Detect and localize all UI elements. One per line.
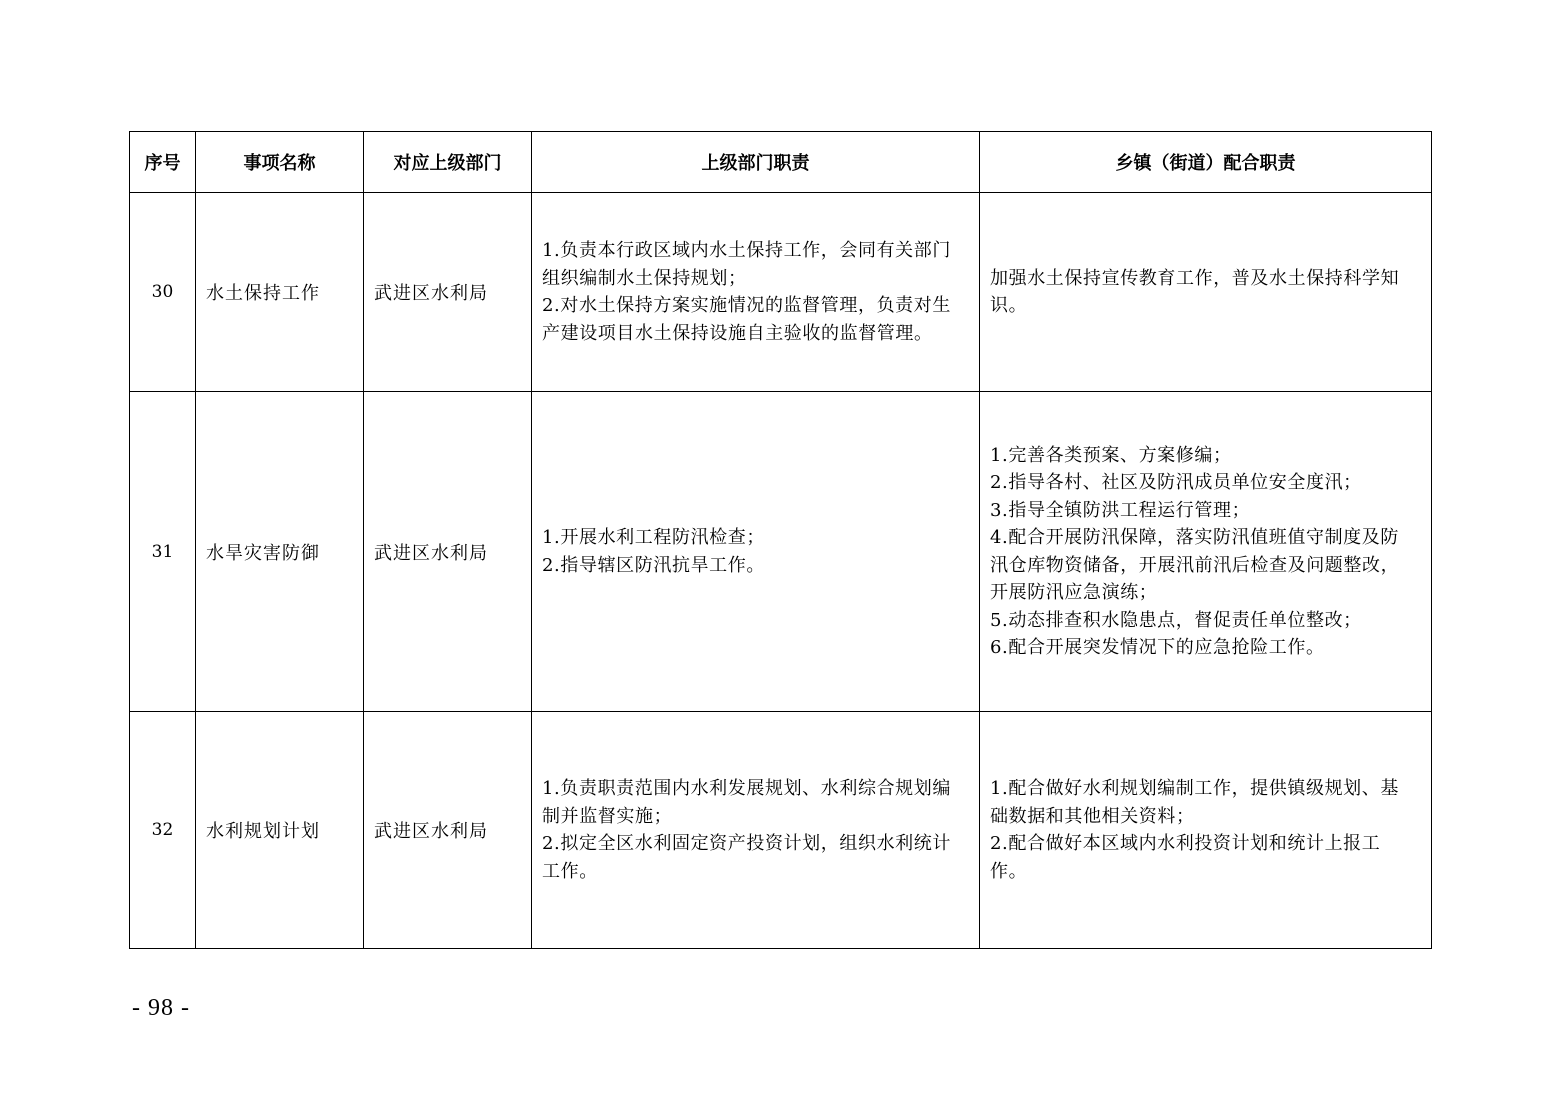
duty-line: 工作。 bbox=[542, 860, 598, 882]
table-row bbox=[130, 392, 1432, 712]
department-cell: 武进区水利局 bbox=[364, 193, 532, 392]
header-department-duties: 上级部门职责 bbox=[532, 132, 980, 193]
department-duties-cell bbox=[532, 193, 980, 392]
duty-line: 1.负责职责范围内水利发展规划、水利综合规划编 bbox=[542, 778, 951, 799]
item-name-cell: 水旱灾害防御 bbox=[196, 392, 364, 712]
serial-number-cell: 31 bbox=[130, 392, 196, 712]
serial-number-cell: 30 bbox=[130, 193, 196, 392]
duty-line: 6.配合开展突发情况下的应急抢险工作。 bbox=[990, 637, 1325, 658]
duty-line: 2.指导各村、社区及防汛成员单位安全度汛； bbox=[990, 472, 1362, 493]
duty-line: 识。 bbox=[990, 295, 1028, 316]
department-duties-cell bbox=[532, 392, 980, 712]
duty-line: 3.指导全镇防洪工程运行管理； bbox=[990, 499, 1251, 521]
duty-line: 1.开展水利工程防汛检查； bbox=[542, 527, 765, 548]
duty-line: 4.配合开展防汛保障，落实防汛值班值守制度及防 bbox=[990, 527, 1399, 548]
duty-line: 2.拟定全区水利固定资产投资计划，组织水利统计 bbox=[542, 833, 951, 854]
duty-line: 组织编制水土保持规划； bbox=[542, 267, 747, 289]
serial-number-cell: 32 bbox=[130, 712, 196, 949]
item-name-cell: 水利规划计划 bbox=[196, 712, 364, 949]
header-serial-number: 序号 bbox=[130, 132, 196, 193]
township-duties-cell bbox=[980, 712, 1432, 949]
page-number: - 98 - bbox=[132, 995, 190, 1021]
duty-line: 加强水土保持宣传教育工作，普及水土保持科学知 bbox=[990, 267, 1400, 289]
responsibility-table bbox=[129, 131, 1432, 949]
duty-line: 5.动态排查积水隐患点，督促责任单位整改； bbox=[990, 609, 1362, 631]
duty-line: 汛仓库物资储备，开展汛前汛后检查及问题整改， bbox=[990, 554, 1400, 576]
duty-line: 2.指导辖区防汛抗旱工作。 bbox=[542, 554, 765, 576]
table-row bbox=[130, 193, 1432, 392]
item-name-cell: 水土保持工作 bbox=[196, 193, 364, 392]
duty-line: 2.对水土保持方案实施情况的监督管理，负责对生 bbox=[542, 295, 951, 316]
department-cell: 武进区水利局 bbox=[364, 712, 532, 949]
duty-line: 1.负责本行政区域内水土保持工作，会同有关部门 bbox=[542, 240, 951, 261]
duty-line: 1.完善各类预案、方案修编； bbox=[990, 444, 1232, 466]
duty-line: 作。 bbox=[990, 860, 1028, 882]
department-duties-cell bbox=[532, 712, 980, 949]
header-township-duties: 乡镇（街道）配合职责 bbox=[980, 132, 1432, 193]
duty-line: 础数据和其他相关资料； bbox=[990, 805, 1195, 827]
duty-line: 开展防汛应急演练； bbox=[990, 582, 1158, 603]
department-cell: 武进区水利局 bbox=[364, 392, 532, 712]
header-item-name: 事项名称 bbox=[196, 132, 364, 193]
duty-line: 产建设项目水土保持设施自主验收的监督管理。 bbox=[542, 322, 933, 344]
township-duties-cell bbox=[980, 392, 1432, 712]
duty-line: 制并监督实施； bbox=[542, 805, 673, 827]
table-header-row bbox=[130, 132, 1432, 193]
township-duties-cell bbox=[980, 193, 1432, 392]
duty-line: 2.配合做好本区域内水利投资计划和统计上报工 bbox=[990, 833, 1381, 854]
duty-line: 1.配合做好水利规划编制工作，提供镇级规划、基 bbox=[990, 778, 1399, 799]
header-corresponding-department: 对应上级部门 bbox=[364, 132, 532, 193]
table-row bbox=[130, 712, 1432, 949]
